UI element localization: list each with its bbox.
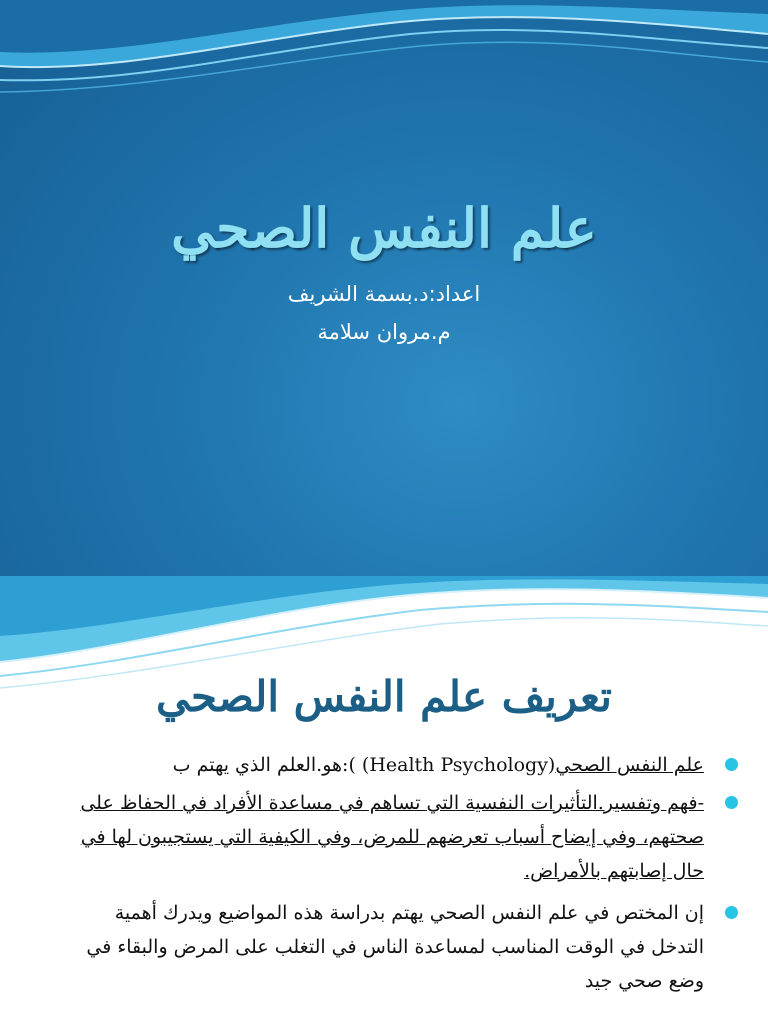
slide-title: تعريف علم النفس الصحي [155, 672, 612, 721]
definition-text: ):هو.العلم الذي يهتم ب [172, 754, 362, 776]
bullet-text: -فهم وتفسير.التأثيرات النفسية التي تساهم في مساعدة الأفراد في الحفاظ على صحتهم، وفي إيضاح أسباب تعرضهم للمرض، وفي الكيفية التي يستجيبون لها في حال إصابتهم بالأمراض. [80, 792, 704, 882]
author-line-2: م.مروان سلامة [317, 320, 451, 344]
bullet-dot-icon [725, 796, 738, 809]
bullet-item [60, 786, 712, 888]
wave-decoration [0, 0, 768, 110]
author-line-1: اعداد:د.بسمة الشريف [287, 282, 481, 306]
definition-slide [0, 576, 768, 1024]
slide-title: علم النفس الصحي [171, 196, 597, 260]
bullet-dot-icon [725, 906, 738, 919]
english-term: (Health Psychology) [361, 754, 556, 776]
bullet-list [60, 748, 712, 998]
bullet-item [60, 748, 712, 782]
bullet-dot-icon [725, 758, 738, 771]
bullet-item [60, 896, 712, 998]
term-text: علم النفس الصحي [555, 754, 704, 776]
bullet-text: إن المختص في علم النفس الصحي يهتم بدراسة هذه المواضيع ويدرك أهمية التدخل في الوقت المناسب لمساعدة الناس في التغلب على المرض والبقاء في وضع صحي جيد [86, 902, 704, 992]
